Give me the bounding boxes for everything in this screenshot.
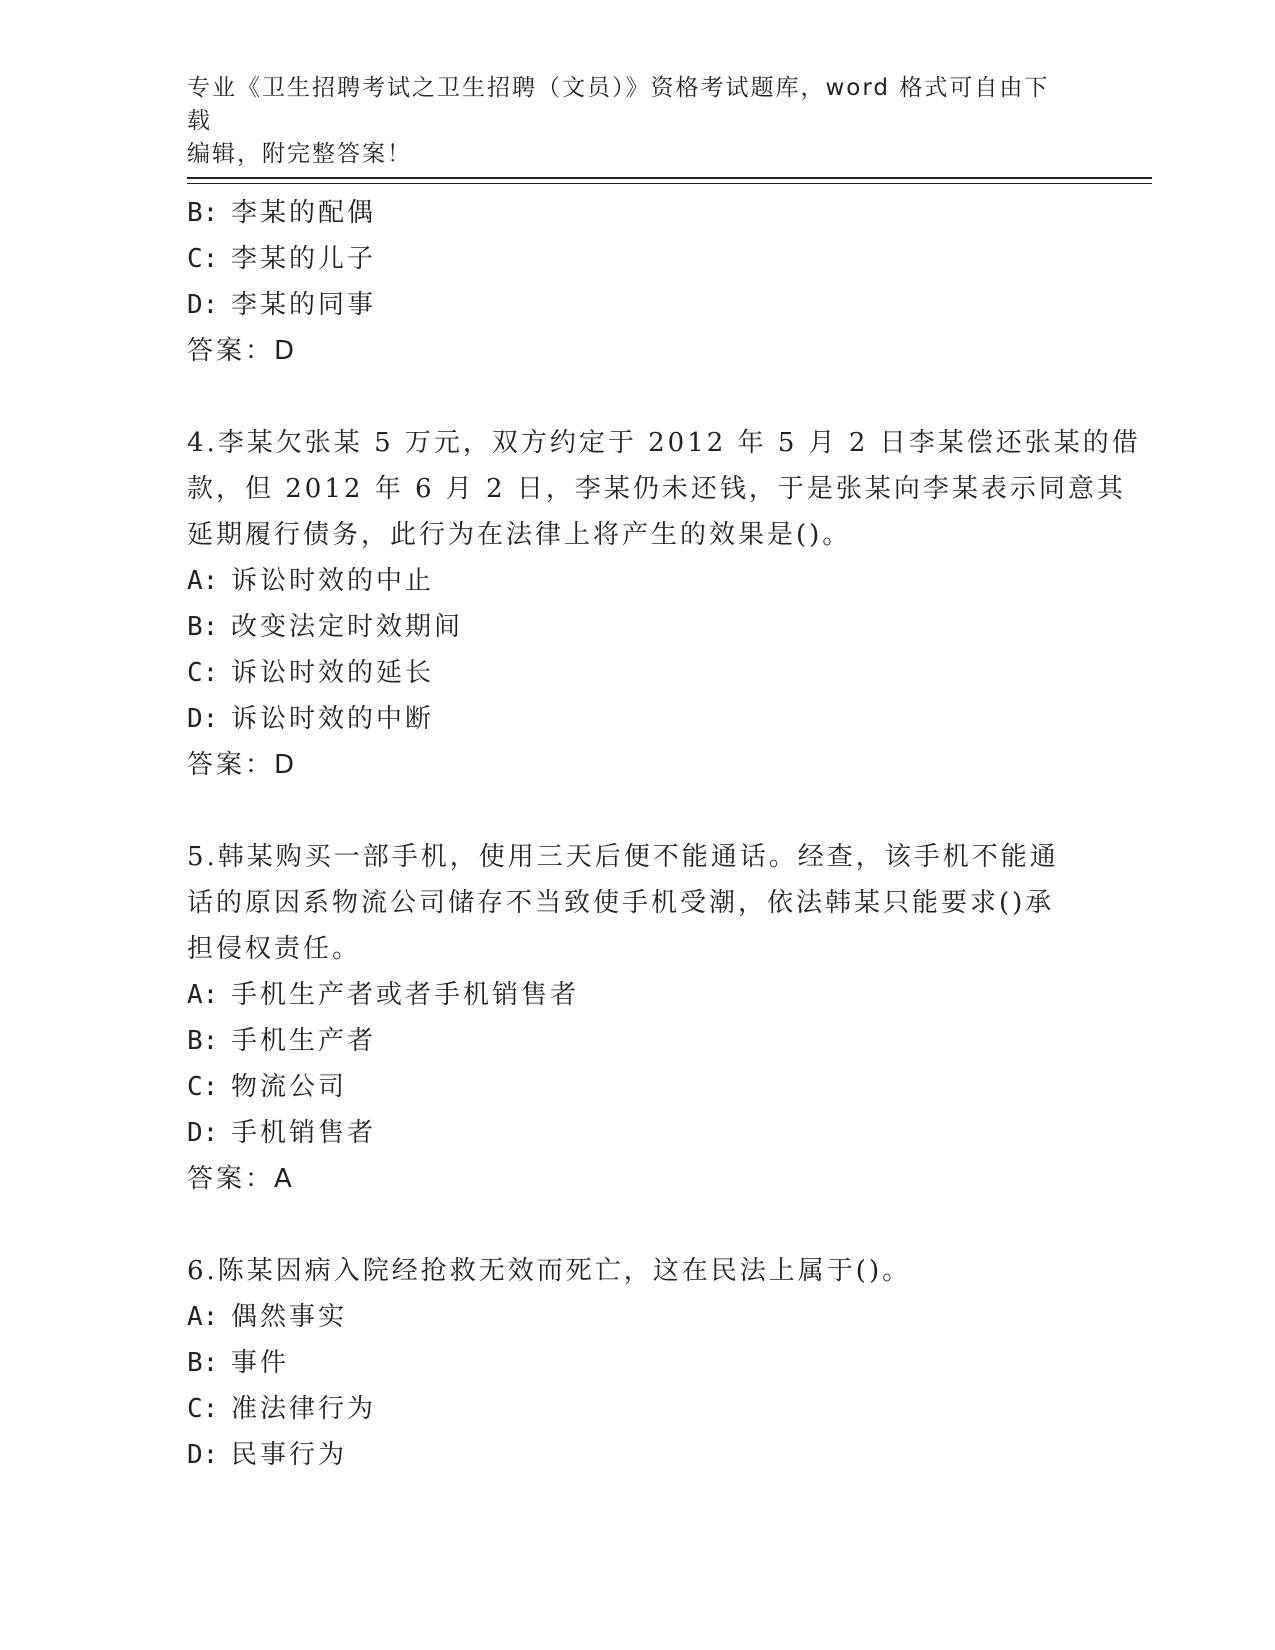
option-label: A:	[187, 1302, 219, 1332]
header-line-1: 专业《卫生招聘考试之卫生招聘（文员）》资格考试题库，word 格式可自由下载	[187, 75, 1050, 134]
option-label: C:	[187, 1072, 219, 1102]
option-a	[187, 1294, 1077, 1340]
header-rule-thick	[187, 177, 1152, 179]
option-text: 准法律行为	[231, 1394, 377, 1424]
spacer	[187, 1202, 1077, 1248]
question-text-line: 4.李某欠张某 5 万元，双方约定于 2012 年 5 月 2 日李某偿还张某的借	[187, 428, 1141, 458]
answer: 答案：D	[187, 750, 298, 780]
option-label: C:	[187, 244, 219, 274]
option-text: 诉讼时效的中断	[231, 704, 435, 734]
answer: 答案：D	[187, 336, 298, 366]
option-a	[187, 972, 1077, 1018]
option-text: 手机生产者或者手机销售者	[231, 980, 580, 1010]
spacer	[187, 374, 1077, 420]
option-label: D:	[187, 1118, 219, 1148]
option-label: B:	[187, 1348, 219, 1378]
option-label: D:	[187, 290, 219, 320]
option-label: D:	[187, 704, 219, 734]
option-label: B:	[187, 198, 219, 228]
option-b	[187, 190, 1077, 236]
option-text: 李某的同事	[231, 290, 377, 320]
option-text: 物流公司	[231, 1072, 348, 1102]
option-label: A:	[187, 980, 219, 1010]
option-text: 事件	[231, 1348, 290, 1378]
document-header	[187, 72, 1067, 171]
option-label: B:	[187, 612, 219, 642]
option-c	[187, 650, 1077, 696]
header-rule-thin	[187, 183, 1152, 184]
question-6	[187, 1248, 1077, 1478]
option-label: C:	[187, 1394, 219, 1424]
question-4	[187, 420, 1141, 788]
answer: 答案：A	[187, 1164, 295, 1194]
option-text: 手机销售者	[231, 1118, 377, 1148]
question-3	[187, 190, 1077, 374]
option-label: D:	[187, 1440, 219, 1470]
option-text: 民事行为	[231, 1440, 348, 1470]
option-text: 手机生产者	[231, 1026, 377, 1056]
option-text: 偶然事实	[231, 1302, 348, 1332]
header-line-2: 编辑，附完整答案！	[187, 141, 412, 167]
option-b	[187, 1340, 1077, 1386]
question-text-line: 话的原因系物流公司储存不当致使手机受潮，依法韩某只能要求()承	[187, 888, 1055, 918]
option-label: C:	[187, 658, 219, 688]
option-b	[187, 604, 1077, 650]
option-label: B:	[187, 1026, 219, 1056]
option-text: 改变法定时效期间	[231, 612, 464, 642]
question-text-line: 延期履行债务，此行为在法律上将产生的效果是()。	[187, 520, 852, 550]
question-text-line: 款，但 2012 年 6 月 2 日，李某仍未还钱，于是张某向李某表示同意其	[187, 474, 1126, 504]
question-5	[187, 834, 1077, 1202]
option-text: 李某的儿子	[231, 244, 377, 274]
option-d	[187, 1110, 1077, 1156]
option-d	[187, 282, 1077, 328]
option-d	[187, 696, 1077, 742]
option-d	[187, 1432, 1077, 1478]
option-c	[187, 1064, 1077, 1110]
option-text: 李某的配偶	[231, 198, 377, 228]
option-text: 诉讼时效的中止	[231, 566, 435, 596]
question-text-line: 6.陈某因病入院经抢救无效而死亡，这在民法上属于()。	[187, 1256, 912, 1286]
spacer	[187, 788, 1077, 834]
option-c	[187, 1386, 1077, 1432]
option-b	[187, 1018, 1077, 1064]
option-text: 诉讼时效的延长	[231, 658, 435, 688]
question-text-line: 5.韩某购买一部手机，使用三天后便不能通话。经查，该手机不能通	[187, 842, 1059, 872]
option-a	[187, 558, 1077, 604]
question-text-line: 担侵权责任。	[187, 934, 362, 964]
option-c	[187, 236, 1077, 282]
option-label: A:	[187, 566, 219, 596]
document-body	[187, 190, 1141, 1478]
